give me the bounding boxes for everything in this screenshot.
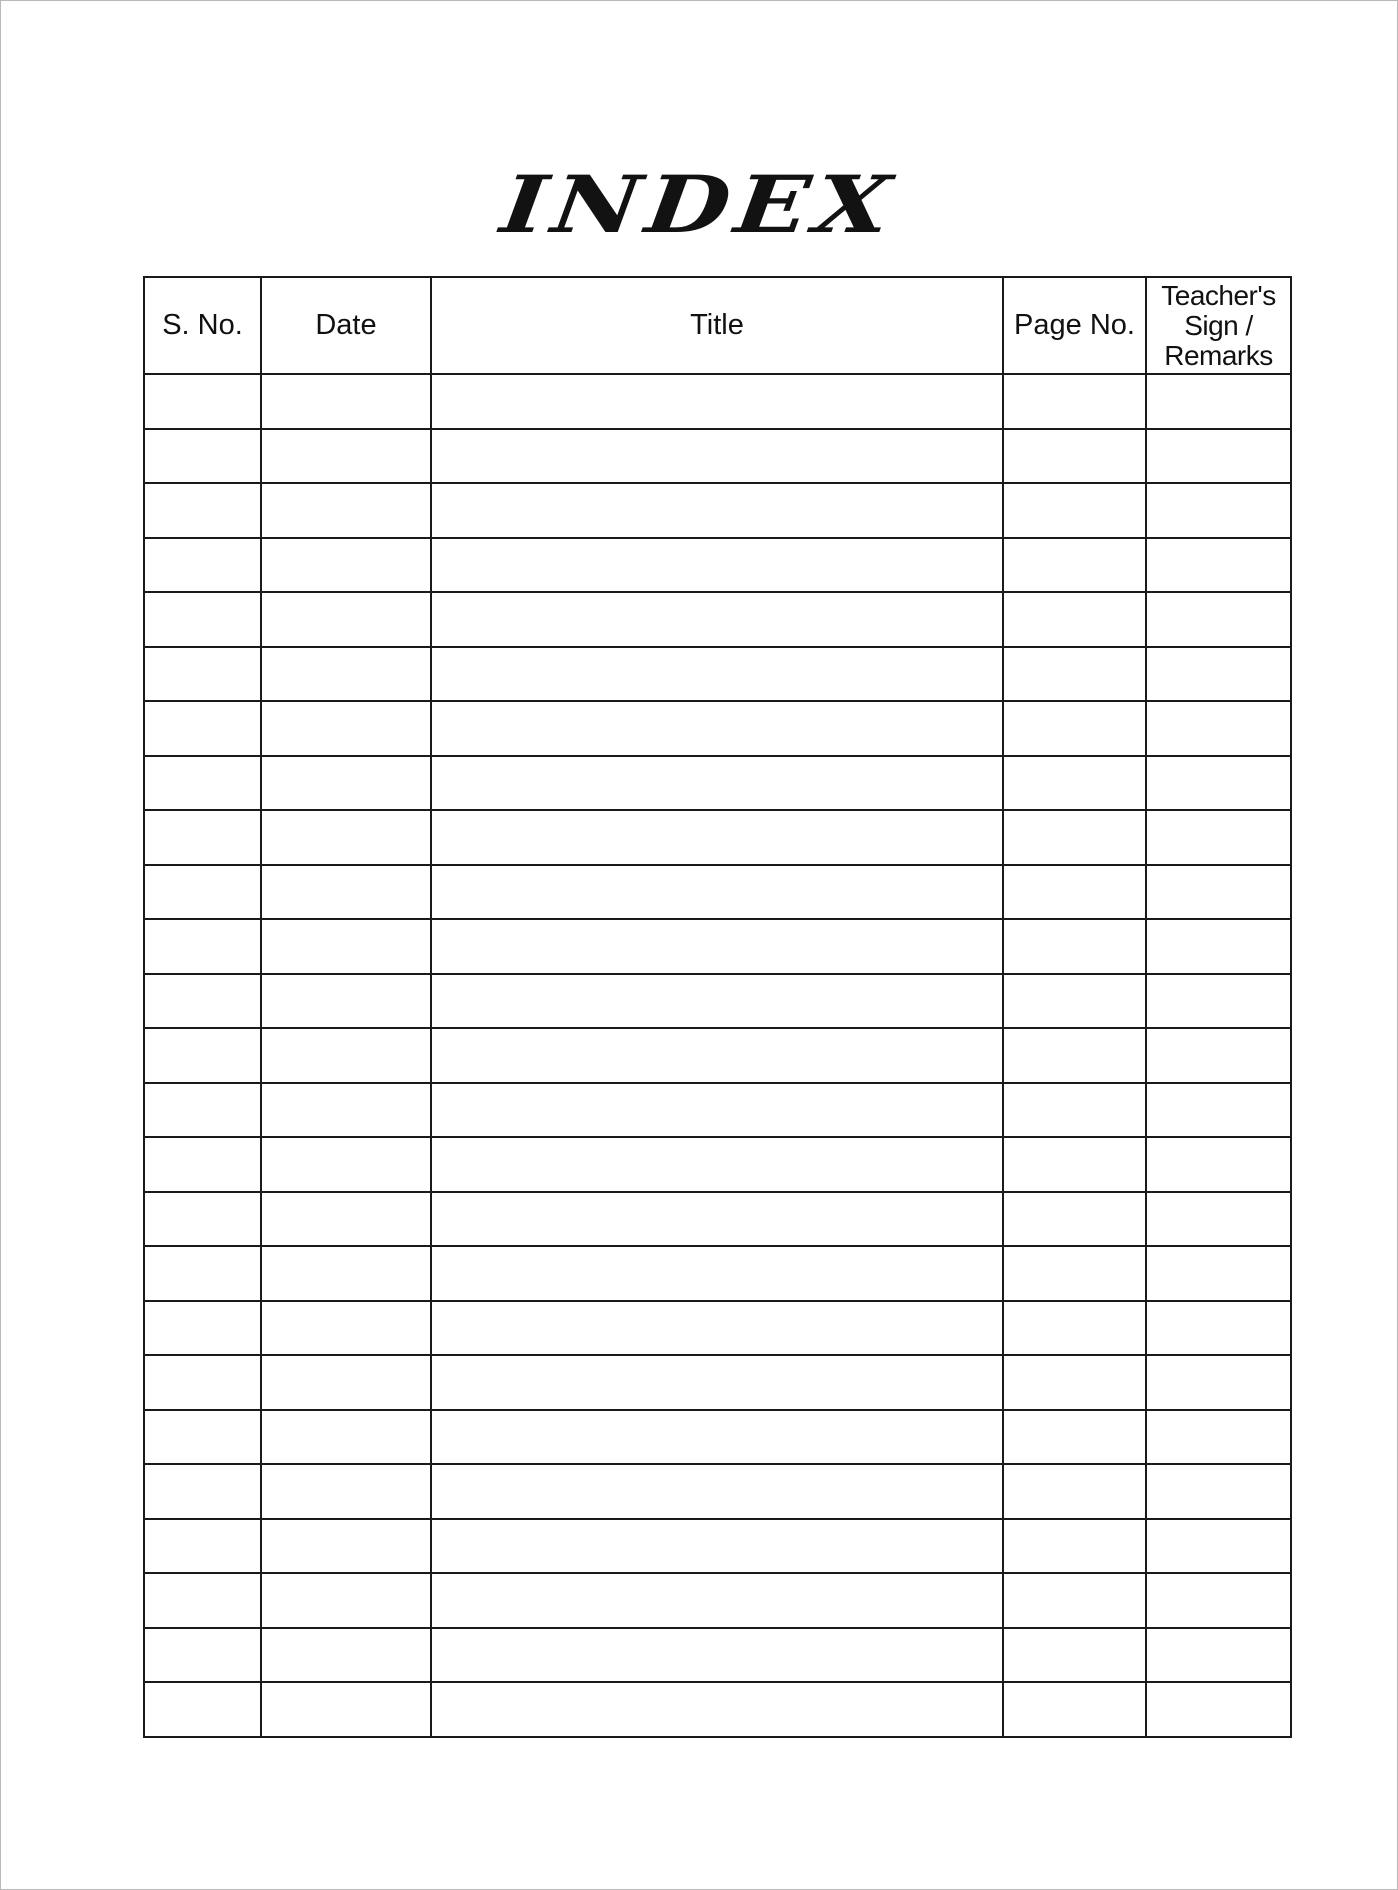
cell-date [261,919,431,974]
cell-page-no [1003,1410,1146,1465]
cell-date [261,974,431,1029]
cell-remarks [1146,1192,1291,1247]
cell-page-no [1003,538,1146,593]
cell-remarks [1146,374,1291,429]
cell-remarks [1146,1083,1291,1138]
cell-remarks [1146,1301,1291,1356]
cell-sno [144,756,261,811]
cell-sno [144,1246,261,1301]
cell-remarks [1146,1519,1291,1574]
cell-date [261,1083,431,1138]
cell-date [261,1682,431,1737]
cell-title [431,1519,1003,1574]
cell-date [261,429,431,484]
cell-remarks [1146,919,1291,974]
table-row [144,756,1291,811]
cell-sno [144,538,261,593]
cell-title [431,810,1003,865]
cell-sno [144,1464,261,1519]
cell-page-no [1003,1464,1146,1519]
cell-page-no [1003,919,1146,974]
cell-remarks [1146,974,1291,1029]
title-area [0,150,1398,260]
cell-title [431,1682,1003,1737]
cell-sno [144,974,261,1029]
cell-date [261,1137,431,1192]
cell-date [261,1028,431,1083]
cell-page-no [1003,592,1146,647]
cell-date [261,1301,431,1356]
cell-page-no [1003,1301,1146,1356]
table-row [144,1410,1291,1465]
page-title: INDEX [496,158,902,251]
cell-date [261,810,431,865]
cell-sno [144,1083,261,1138]
cell-sno [144,429,261,484]
cell-date [261,1464,431,1519]
cell-page-no [1003,701,1146,756]
cell-sno [144,1355,261,1410]
cell-sno [144,1410,261,1465]
cell-page-no [1003,647,1146,702]
table-row [144,1628,1291,1683]
cell-title [431,1464,1003,1519]
cell-title [431,701,1003,756]
cell-sno [144,1573,261,1628]
cell-remarks [1146,1573,1291,1628]
cell-sno [144,374,261,429]
cell-remarks [1146,865,1291,920]
cell-remarks [1146,1682,1291,1737]
cell-title [431,483,1003,538]
cell-page-no [1003,1628,1146,1683]
cell-date [261,756,431,811]
cell-title [431,1246,1003,1301]
table-row [144,865,1291,920]
cell-remarks [1146,1246,1291,1301]
cell-title [431,647,1003,702]
cell-title [431,592,1003,647]
table-row [144,1519,1291,1574]
cell-title [431,1301,1003,1356]
cell-sno [144,810,261,865]
cell-remarks [1146,1628,1291,1683]
cell-page-no [1003,865,1146,920]
cell-sno [144,1192,261,1247]
cell-title [431,538,1003,593]
cell-title [431,1355,1003,1410]
table-row [144,1573,1291,1628]
cell-date [261,865,431,920]
cell-title [431,1137,1003,1192]
header-remarks-line1: Teacher's [1161,279,1276,311]
cell-date [261,647,431,702]
table-row [144,919,1291,974]
cell-title [431,865,1003,920]
header-remarks-line3: Remarks [1164,339,1273,371]
header-title: Title [431,277,1003,374]
header-remarks-line2: Sign / [1184,309,1253,341]
cell-remarks [1146,701,1291,756]
table-row [144,810,1291,865]
header-date: Date [261,277,431,374]
table-row [144,1137,1291,1192]
cell-page-no [1003,810,1146,865]
table-row [144,1246,1291,1301]
table-row [144,1682,1291,1737]
cell-date [261,1628,431,1683]
cell-sno [144,701,261,756]
header-page-no: Page No. [1003,277,1146,374]
cell-date [261,374,431,429]
cell-title [431,1573,1003,1628]
header-sno: S. No. [144,277,261,374]
cell-title [431,919,1003,974]
cell-title [431,429,1003,484]
table-row [144,374,1291,429]
cell-page-no [1003,1137,1146,1192]
cell-page-no [1003,429,1146,484]
cell-date [261,1573,431,1628]
cell-sno [144,592,261,647]
table-row [144,483,1291,538]
cell-date [261,483,431,538]
cell-title [431,1192,1003,1247]
cell-page-no [1003,1083,1146,1138]
cell-date [261,1192,431,1247]
cell-sno [144,919,261,974]
cell-remarks [1146,1355,1291,1410]
cell-title [431,1410,1003,1465]
cell-sno [144,1682,261,1737]
cell-remarks [1146,483,1291,538]
table-body [144,374,1291,1737]
cell-page-no [1003,1519,1146,1574]
index-table [143,276,1292,1738]
cell-page-no [1003,1028,1146,1083]
cell-sno [144,647,261,702]
cell-page-no [1003,1682,1146,1737]
cell-page-no [1003,374,1146,429]
cell-page-no [1003,483,1146,538]
table-row [144,592,1291,647]
cell-remarks [1146,538,1291,593]
cell-remarks [1146,1137,1291,1192]
cell-title [431,974,1003,1029]
cell-title [431,1083,1003,1138]
cell-remarks [1146,1410,1291,1465]
table-row [144,974,1291,1029]
table-row [144,1301,1291,1356]
table-row [144,1028,1291,1083]
cell-date [261,1410,431,1465]
cell-sno [144,1301,261,1356]
cell-page-no [1003,1355,1146,1410]
table-row [144,1192,1291,1247]
cell-page-no [1003,1192,1146,1247]
table-row [144,701,1291,756]
cell-title [431,374,1003,429]
cell-page-no [1003,756,1146,811]
table-row [144,1355,1291,1410]
cell-title [431,1628,1003,1683]
cell-remarks [1146,429,1291,484]
cell-sno [144,1028,261,1083]
cell-remarks [1146,756,1291,811]
cell-remarks [1146,1028,1291,1083]
table-row [144,429,1291,484]
cell-date [261,538,431,593]
table-row [144,1464,1291,1519]
cell-sno [144,1137,261,1192]
table-row [144,1083,1291,1138]
cell-sno [144,483,261,538]
cell-page-no [1003,974,1146,1029]
cell-remarks [1146,810,1291,865]
table-row [144,538,1291,593]
cell-date [261,1355,431,1410]
cell-remarks [1146,1464,1291,1519]
cell-title [431,1028,1003,1083]
cell-remarks [1146,647,1291,702]
cell-page-no [1003,1573,1146,1628]
cell-date [261,1246,431,1301]
header-teacher-remarks [1146,277,1291,374]
cell-sno [144,865,261,920]
cell-date [261,701,431,756]
table-row [144,647,1291,702]
cell-remarks [1146,592,1291,647]
cell-date [261,1519,431,1574]
table-header-row [144,277,1291,374]
cell-date [261,592,431,647]
cell-page-no [1003,1246,1146,1301]
cell-sno [144,1519,261,1574]
cell-sno [144,1628,261,1683]
cell-title [431,756,1003,811]
